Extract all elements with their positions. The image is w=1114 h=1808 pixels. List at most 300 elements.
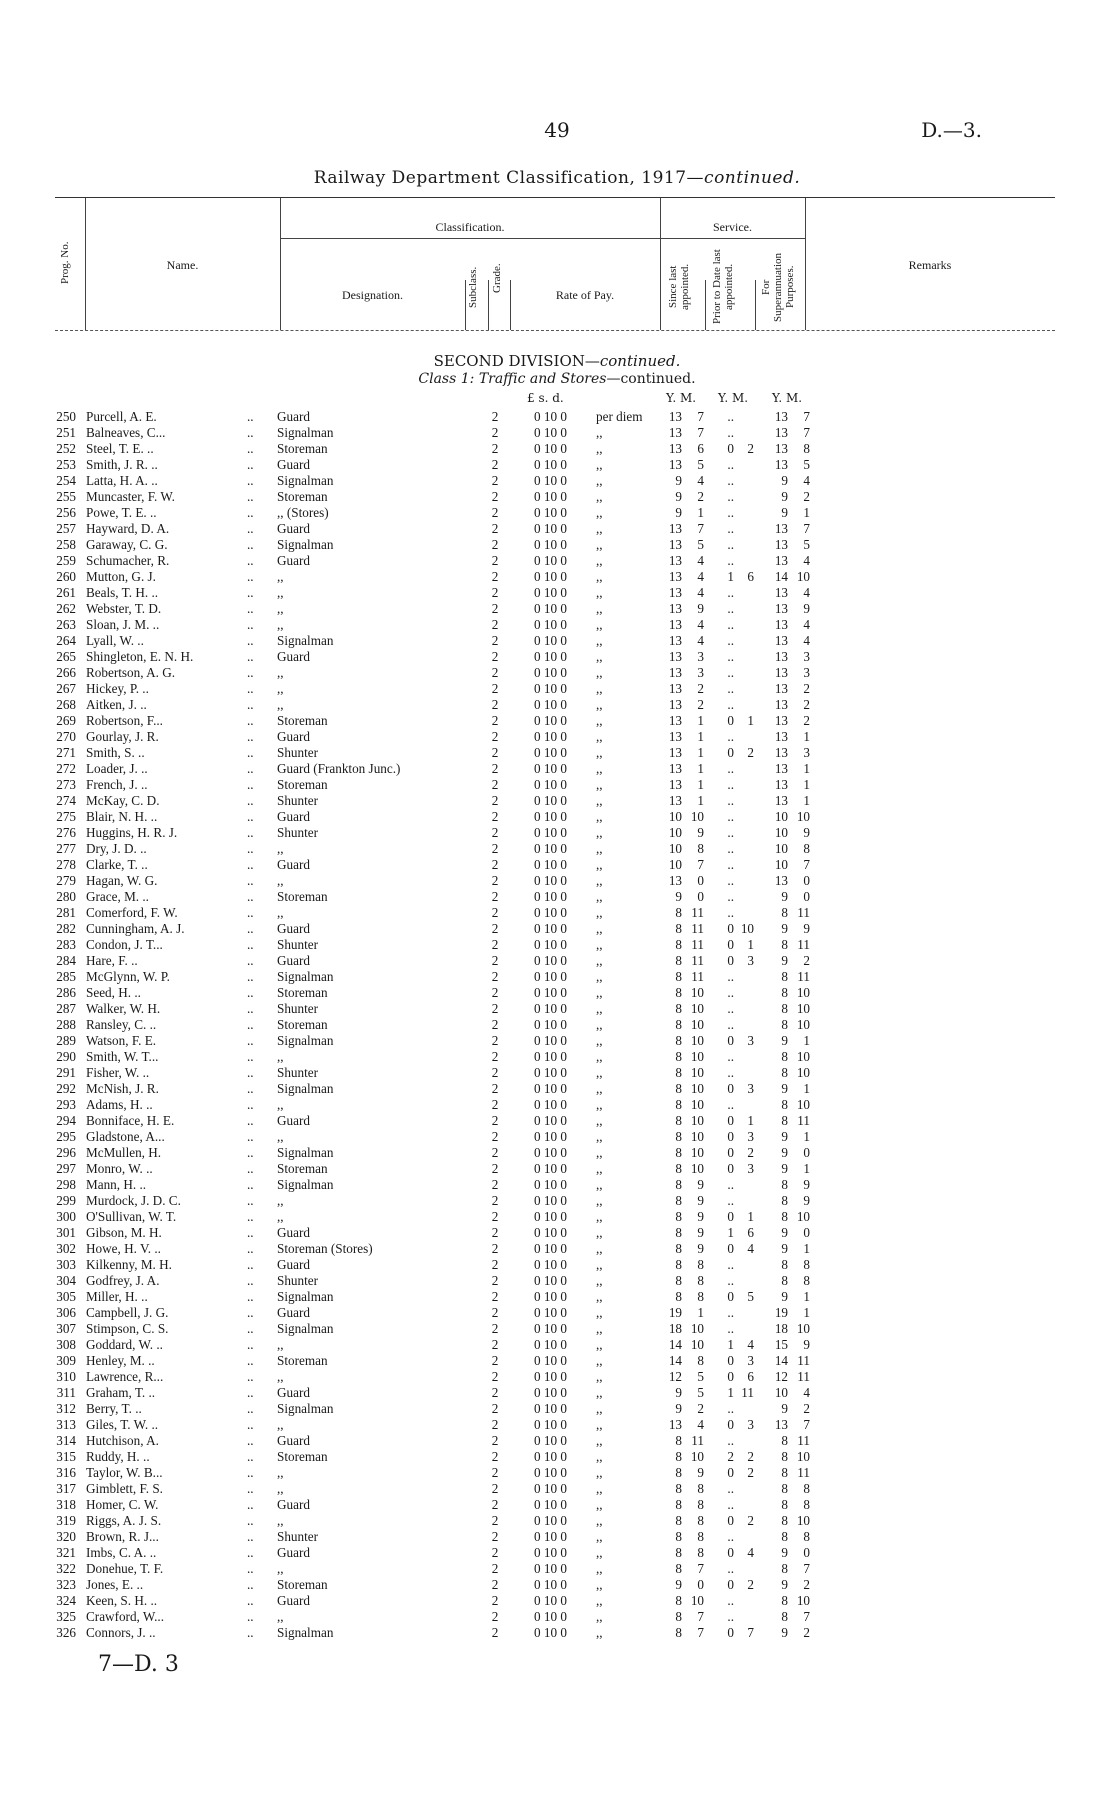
cell-prog-no: 307 bbox=[56, 1321, 76, 1336]
cell-rate: 0 10 0 bbox=[534, 1209, 567, 1224]
cell-per-diem: ,, bbox=[596, 1049, 603, 1064]
cell-per-diem: ,, bbox=[596, 569, 603, 584]
table-row bbox=[0, 441, 1114, 457]
cell-dots: .. bbox=[247, 1033, 254, 1048]
cell-name: Aitken, J. .. bbox=[86, 697, 147, 712]
cell-prog-no: 301 bbox=[56, 1225, 76, 1240]
cell-super-months: 1 bbox=[803, 1241, 810, 1256]
cell-designation: ,, bbox=[277, 1369, 284, 1384]
cell-prog-no: 252 bbox=[56, 441, 76, 456]
cell-super-years: 13 bbox=[774, 537, 788, 552]
cell-designation: ,, bbox=[277, 585, 284, 600]
cell-rate: 0 10 0 bbox=[534, 697, 567, 712]
units-money: £ s. d. bbox=[527, 391, 564, 405]
classification-table-body bbox=[0, 409, 1114, 1641]
cell-grade: 2 bbox=[491, 761, 499, 776]
cell-super-months: 11 bbox=[797, 1433, 810, 1448]
cell-since-months: 10 bbox=[690, 1113, 704, 1128]
cell-rate: 0 10 0 bbox=[534, 425, 567, 440]
cell-prog-no: 288 bbox=[56, 1017, 76, 1032]
cell-since-years: 8 bbox=[675, 1001, 682, 1016]
cell-rate: 0 10 0 bbox=[534, 1577, 567, 1592]
cell-grade: 2 bbox=[491, 1337, 499, 1352]
cell-name: Hutchison, A. bbox=[86, 1433, 159, 1448]
cell-prior-years: 0 bbox=[727, 1353, 734, 1368]
cell-super-years: 13 bbox=[774, 553, 788, 568]
cell-super-years: 13 bbox=[774, 793, 788, 808]
cell-dots: .. bbox=[247, 1161, 254, 1176]
cell-prog-no: 318 bbox=[56, 1497, 76, 1512]
cell-per-diem: ,, bbox=[596, 1209, 603, 1224]
table-row bbox=[0, 1433, 1114, 1449]
cell-super-months: 5 bbox=[803, 457, 810, 472]
cell-prior-years: 0 bbox=[727, 745, 734, 760]
cell-grade: 2 bbox=[491, 1097, 499, 1112]
cell-super-months: 8 bbox=[803, 841, 810, 856]
cell-prior-years: .. bbox=[727, 505, 734, 520]
cell-super-years: 13 bbox=[774, 617, 788, 632]
table-row bbox=[0, 969, 1114, 985]
cell-super-years: 9 bbox=[781, 1225, 788, 1240]
cell-name: Lyall, W. .. bbox=[86, 633, 144, 648]
table-row bbox=[0, 809, 1114, 825]
cell-designation: ,, bbox=[277, 1561, 284, 1576]
cell-prior-years: 0 bbox=[727, 1465, 734, 1480]
cell-per-diem: ,, bbox=[596, 1433, 603, 1448]
table-row bbox=[0, 585, 1114, 601]
cell-per-diem: ,, bbox=[596, 633, 603, 648]
cell-super-months: 4 bbox=[803, 553, 810, 568]
table-row bbox=[0, 953, 1114, 969]
cell-dots: .. bbox=[247, 1289, 254, 1304]
cell-dots: .. bbox=[247, 809, 254, 824]
cell-since-months: 4 bbox=[697, 1417, 704, 1432]
cell-prior-years: .. bbox=[727, 1065, 734, 1080]
cell-prog-no: 258 bbox=[56, 537, 76, 552]
cell-designation: Storeman bbox=[277, 1161, 328, 1176]
cell-rate: 0 10 0 bbox=[534, 1625, 567, 1640]
cell-super-years: 14 bbox=[774, 1353, 788, 1368]
cell-dots: .. bbox=[247, 1129, 254, 1144]
cell-since-months: 10 bbox=[690, 809, 704, 824]
cell-dots: .. bbox=[247, 553, 254, 568]
table-row bbox=[0, 1289, 1114, 1305]
header-since-last-appointed: Since last appointed. bbox=[667, 263, 691, 311]
cell-super-years: 8 bbox=[781, 905, 788, 920]
cell-since-years: 9 bbox=[675, 473, 682, 488]
cell-rate: 0 10 0 bbox=[534, 1129, 567, 1144]
cell-super-years: 9 bbox=[781, 505, 788, 520]
cell-per-diem: ,, bbox=[596, 1145, 603, 1160]
cell-prior-years: .. bbox=[727, 1273, 734, 1288]
cell-name: Goddard, W. .. bbox=[86, 1337, 163, 1352]
cell-rate: 0 10 0 bbox=[534, 1401, 567, 1416]
table-row bbox=[0, 713, 1114, 729]
cell-rate: 0 10 0 bbox=[534, 985, 567, 1000]
cell-designation: Guard bbox=[277, 1305, 310, 1320]
cell-super-months: 0 bbox=[803, 1145, 810, 1160]
table-row bbox=[0, 1545, 1114, 1561]
cell-rate: 0 10 0 bbox=[534, 713, 567, 728]
cell-prog-no: 319 bbox=[56, 1513, 76, 1528]
cell-super-years: 8 bbox=[781, 1097, 788, 1112]
cell-designation: ,, bbox=[277, 1609, 284, 1624]
cell-designation: ,, bbox=[277, 1193, 284, 1208]
cell-dots: .. bbox=[247, 713, 254, 728]
cell-name: Latta, H. A. .. bbox=[86, 473, 158, 488]
cell-since-months: 5 bbox=[697, 1369, 704, 1384]
cell-since-months: 11 bbox=[691, 921, 704, 936]
cell-prior-months: 7 bbox=[747, 1625, 754, 1640]
cell-per-diem: ,, bbox=[596, 1193, 603, 1208]
cell-designation: ,, bbox=[277, 1465, 284, 1480]
cell-super-months: 7 bbox=[803, 521, 810, 536]
cell-since-years: 8 bbox=[675, 1241, 682, 1256]
cell-per-diem: ,, bbox=[596, 457, 603, 472]
cell-prior-years: 0 bbox=[727, 713, 734, 728]
cell-rate: 0 10 0 bbox=[534, 601, 567, 616]
cell-dots: .. bbox=[247, 1273, 254, 1288]
cell-name: McNish, J. R. bbox=[86, 1081, 159, 1096]
cell-prog-no: 268 bbox=[56, 697, 76, 712]
cell-super-months: 8 bbox=[803, 1257, 810, 1272]
table-row bbox=[0, 873, 1114, 889]
cell-grade: 2 bbox=[491, 1561, 499, 1576]
cell-per-diem: per diem bbox=[596, 409, 643, 424]
cell-rate: 0 10 0 bbox=[534, 1273, 567, 1288]
cell-name: Watson, F. E. bbox=[86, 1033, 157, 1048]
cell-super-months: 8 bbox=[803, 1273, 810, 1288]
cell-prog-no: 255 bbox=[56, 489, 76, 504]
cell-prog-no: 298 bbox=[56, 1177, 76, 1192]
cell-rate: 0 10 0 bbox=[534, 1433, 567, 1448]
cell-since-years: 8 bbox=[675, 1289, 682, 1304]
table-row bbox=[0, 1177, 1114, 1193]
header-prog-no: Prog. No. bbox=[59, 241, 71, 285]
cell-designation: Storeman bbox=[277, 441, 328, 456]
cell-grade: 2 bbox=[491, 1465, 499, 1480]
cell-super-months: 8 bbox=[803, 1497, 810, 1512]
cell-dots: .. bbox=[247, 1625, 254, 1640]
cell-prior-months: 3 bbox=[747, 1417, 754, 1432]
cell-super-months: 7 bbox=[803, 409, 810, 424]
cell-dots: .. bbox=[247, 1449, 254, 1464]
cell-since-years: 8 bbox=[675, 1481, 682, 1496]
cell-per-diem: ,, bbox=[596, 665, 603, 680]
cell-super-years: 8 bbox=[781, 1113, 788, 1128]
cell-since-years: 8 bbox=[675, 1625, 682, 1640]
cell-grade: 2 bbox=[491, 1609, 499, 1624]
cell-grade: 2 bbox=[491, 409, 499, 424]
cell-since-years: 8 bbox=[675, 1545, 682, 1560]
cell-name: Murdock, J. D. C. bbox=[86, 1193, 181, 1208]
cell-prog-no: 257 bbox=[56, 521, 76, 536]
section-heading-main: SECOND DIVISION— bbox=[433, 352, 600, 370]
cell-since-months: 7 bbox=[697, 425, 704, 440]
cell-since-years: 8 bbox=[675, 1017, 682, 1032]
cell-grade: 2 bbox=[491, 601, 499, 616]
cell-prog-no: 308 bbox=[56, 1337, 76, 1352]
table-row bbox=[0, 1065, 1114, 1081]
cell-since-years: 13 bbox=[668, 457, 682, 472]
cell-since-years: 10 bbox=[668, 857, 682, 872]
cell-since-years: 8 bbox=[675, 1145, 682, 1160]
cell-designation: Signalman bbox=[277, 1401, 334, 1416]
cell-dots: .. bbox=[247, 1177, 254, 1192]
cell-prog-no: 321 bbox=[56, 1545, 76, 1560]
cell-dots: .. bbox=[247, 1225, 254, 1240]
cell-grade: 2 bbox=[491, 713, 499, 728]
cell-grade: 2 bbox=[491, 1129, 499, 1144]
cell-since-years: 8 bbox=[675, 1449, 682, 1464]
cell-rate: 0 10 0 bbox=[534, 569, 567, 584]
cell-per-diem: ,, bbox=[596, 1529, 603, 1544]
cell-grade: 2 bbox=[491, 1065, 499, 1080]
cell-prior-years: .. bbox=[727, 409, 734, 424]
cell-super-years: 8 bbox=[781, 1065, 788, 1080]
table-row bbox=[0, 1257, 1114, 1273]
cell-rate: 0 10 0 bbox=[534, 937, 567, 952]
cell-super-months: 10 bbox=[796, 1593, 810, 1608]
table-row bbox=[0, 1129, 1114, 1145]
cell-per-diem: ,, bbox=[596, 1593, 603, 1608]
cell-dots: .. bbox=[247, 1545, 254, 1560]
cell-prog-no: 256 bbox=[56, 505, 76, 520]
cell-grade: 2 bbox=[491, 553, 499, 568]
cell-super-years: 13 bbox=[774, 409, 788, 424]
cell-rate: 0 10 0 bbox=[534, 1017, 567, 1032]
table-row bbox=[0, 841, 1114, 857]
cell-grade: 2 bbox=[491, 729, 499, 744]
table-row bbox=[0, 1577, 1114, 1593]
cell-rate: 0 10 0 bbox=[534, 1161, 567, 1176]
cell-prior-years: 0 bbox=[727, 937, 734, 952]
cell-since-years: 8 bbox=[675, 1497, 682, 1512]
table-row bbox=[0, 1481, 1114, 1497]
cell-prior-years: 0 bbox=[727, 1513, 734, 1528]
cell-since-months: 10 bbox=[690, 1161, 704, 1176]
cell-super-years: 8 bbox=[781, 1529, 788, 1544]
table-row bbox=[0, 489, 1114, 505]
cell-grade: 2 bbox=[491, 793, 499, 808]
cell-grade: 2 bbox=[491, 1449, 499, 1464]
cell-prior-months: 2 bbox=[747, 1145, 754, 1160]
cell-grade: 2 bbox=[491, 1161, 499, 1176]
cell-since-months: 3 bbox=[697, 665, 704, 680]
cell-since-years: 13 bbox=[668, 649, 682, 664]
cell-dots: .. bbox=[247, 633, 254, 648]
cell-grade: 2 bbox=[491, 825, 499, 840]
cell-per-diem: ,, bbox=[596, 1017, 603, 1032]
cell-prog-no: 317 bbox=[56, 1481, 76, 1496]
table-row bbox=[0, 1225, 1114, 1241]
cell-since-years: 8 bbox=[675, 969, 682, 984]
cell-prior-years: .. bbox=[727, 1497, 734, 1512]
cell-since-years: 19 bbox=[668, 1305, 682, 1320]
cell-since-months: 4 bbox=[697, 617, 704, 632]
cell-prior-months: 1 bbox=[747, 713, 754, 728]
cell-rate: 0 10 0 bbox=[534, 1257, 567, 1272]
table-row bbox=[0, 889, 1114, 905]
cell-prog-no: 280 bbox=[56, 889, 76, 904]
cell-dots: .. bbox=[247, 649, 254, 664]
cell-super-months: 1 bbox=[803, 1033, 810, 1048]
cell-since-months: 1 bbox=[697, 777, 704, 792]
cell-dots: .. bbox=[247, 1417, 254, 1432]
cell-per-diem: ,, bbox=[596, 1065, 603, 1080]
cell-since-months: 1 bbox=[697, 1305, 704, 1320]
cell-since-months: 10 bbox=[690, 1017, 704, 1032]
table-row bbox=[0, 729, 1114, 745]
units-ym-since: Y. M. bbox=[666, 391, 697, 405]
cell-super-years: 8 bbox=[781, 1049, 788, 1064]
cell-grade: 2 bbox=[491, 425, 499, 440]
cell-grade: 2 bbox=[491, 921, 499, 936]
cell-prog-no: 250 bbox=[56, 409, 76, 424]
cell-per-diem: ,, bbox=[596, 1417, 603, 1432]
cell-name: Godfrey, J. A. bbox=[86, 1273, 160, 1288]
cell-prior-years: 0 bbox=[727, 1241, 734, 1256]
cell-name: Imbs, C. A. .. bbox=[86, 1545, 157, 1560]
cell-prog-no: 314 bbox=[56, 1433, 76, 1448]
cell-designation: Signalman bbox=[277, 1177, 334, 1192]
cell-grade: 2 bbox=[491, 1113, 499, 1128]
table-row bbox=[0, 409, 1114, 425]
cell-designation: ,, bbox=[277, 873, 284, 888]
cell-since-months: 1 bbox=[697, 505, 704, 520]
cell-per-diem: ,, bbox=[596, 1305, 603, 1320]
cell-dots: .. bbox=[247, 745, 254, 760]
cell-dots: .. bbox=[247, 889, 254, 904]
cell-super-months: 10 bbox=[796, 1097, 810, 1112]
cell-since-months: 0 bbox=[697, 889, 704, 904]
cell-prior-years: .. bbox=[727, 873, 734, 888]
cell-since-years: 8 bbox=[675, 1177, 682, 1192]
cell-designation: Storeman (Stores) bbox=[277, 1241, 373, 1256]
cell-rate: 0 10 0 bbox=[534, 793, 567, 808]
table-row bbox=[0, 777, 1114, 793]
cell-per-diem: ,, bbox=[596, 1225, 603, 1240]
cell-since-months: 10 bbox=[690, 1001, 704, 1016]
cell-since-months: 6 bbox=[697, 441, 704, 456]
cell-name: O'Sullivan, W. T. bbox=[86, 1209, 177, 1224]
cell-super-years: 8 bbox=[781, 969, 788, 984]
cell-dots: .. bbox=[247, 969, 254, 984]
cell-grade: 2 bbox=[491, 1241, 499, 1256]
cell-designation: Signalman bbox=[277, 537, 334, 552]
table-row bbox=[0, 1001, 1114, 1017]
cell-dots: .. bbox=[247, 905, 254, 920]
cell-designation: Guard bbox=[277, 409, 310, 424]
cell-prog-no: 305 bbox=[56, 1289, 76, 1304]
cell-prior-years: .. bbox=[727, 1193, 734, 1208]
cell-prior-years: 1 bbox=[727, 569, 734, 584]
cell-super-years: 8 bbox=[781, 1001, 788, 1016]
cell-super-years: 9 bbox=[781, 953, 788, 968]
cell-designation: Guard bbox=[277, 729, 310, 744]
cell-name: Steel, T. E. .. bbox=[86, 441, 154, 456]
table-row bbox=[0, 1449, 1114, 1465]
cell-prior-years: .. bbox=[727, 665, 734, 680]
cell-super-years: 9 bbox=[781, 1545, 788, 1560]
cell-since-years: 8 bbox=[675, 1209, 682, 1224]
cell-designation: ,, bbox=[277, 681, 284, 696]
cell-dots: .. bbox=[247, 1337, 254, 1352]
cell-super-months: 11 bbox=[797, 937, 810, 952]
cell-since-years: 13 bbox=[668, 569, 682, 584]
cell-super-years: 18 bbox=[774, 1321, 788, 1336]
cell-per-diem: ,, bbox=[596, 937, 603, 952]
cell-designation: ,, bbox=[277, 1097, 284, 1112]
cell-dots: .. bbox=[247, 473, 254, 488]
table-row bbox=[0, 665, 1114, 681]
cell-per-diem: ,, bbox=[596, 921, 603, 936]
table-row bbox=[0, 601, 1114, 617]
cell-name: Schumacher, R. bbox=[86, 553, 170, 568]
cell-prior-years: .. bbox=[727, 1257, 734, 1272]
cell-rate: 0 10 0 bbox=[534, 1321, 567, 1336]
cell-since-years: 13 bbox=[668, 633, 682, 648]
cell-prior-years: .. bbox=[727, 617, 734, 632]
cell-name: Donehue, T. F. bbox=[86, 1561, 164, 1576]
cell-name: Hayward, D. A. bbox=[86, 521, 170, 536]
cell-name: Garaway, C. G. bbox=[86, 537, 168, 552]
table-row bbox=[0, 937, 1114, 953]
cell-super-years: 13 bbox=[774, 761, 788, 776]
cell-since-months: 1 bbox=[697, 761, 704, 776]
cell-prior-months: 1 bbox=[747, 937, 754, 952]
cell-since-years: 13 bbox=[668, 409, 682, 424]
cell-super-months: 2 bbox=[803, 713, 810, 728]
class-heading bbox=[0, 371, 1114, 387]
cell-name: Purcell, A. E. bbox=[86, 409, 157, 424]
cell-super-months: 11 bbox=[797, 1465, 810, 1480]
cell-designation: Guard bbox=[277, 1385, 310, 1400]
cell-since-months: 8 bbox=[697, 841, 704, 856]
cell-prior-years: .. bbox=[727, 1609, 734, 1624]
cell-super-years: 13 bbox=[774, 1417, 788, 1432]
cell-super-years: 8 bbox=[781, 1561, 788, 1576]
cell-super-months: 3 bbox=[803, 649, 810, 664]
cell-rate: 0 10 0 bbox=[534, 553, 567, 568]
table-row bbox=[0, 553, 1114, 569]
cell-prog-no: 260 bbox=[56, 569, 76, 584]
cell-per-diem: ,, bbox=[596, 1097, 603, 1112]
header-prior-to-date: Prior to Date last appointed. bbox=[711, 249, 735, 325]
cell-designation: Signalman bbox=[277, 969, 334, 984]
cell-grade: 2 bbox=[491, 873, 499, 888]
cell-dots: .. bbox=[247, 1465, 254, 1480]
table-row bbox=[0, 1017, 1114, 1033]
cell-prog-no: 316 bbox=[56, 1465, 76, 1480]
cell-since-years: 13 bbox=[668, 441, 682, 456]
cell-since-months: 10 bbox=[690, 985, 704, 1000]
table-row bbox=[0, 1049, 1114, 1065]
cell-per-diem: ,, bbox=[596, 697, 603, 712]
cell-rate: 0 10 0 bbox=[534, 1001, 567, 1016]
cell-since-years: 8 bbox=[675, 1113, 682, 1128]
cell-name: Brown, R. J... bbox=[86, 1529, 159, 1544]
cell-grade: 2 bbox=[491, 1625, 499, 1640]
cell-name: Campbell, J. G. bbox=[86, 1305, 169, 1320]
cell-super-months: 1 bbox=[803, 761, 810, 776]
cell-since-months: 8 bbox=[697, 1545, 704, 1560]
cell-per-diem: ,, bbox=[596, 745, 603, 760]
cell-rate: 0 10 0 bbox=[534, 857, 567, 872]
cell-name: Cunningham, A. J. bbox=[86, 921, 185, 936]
cell-name: Gourlay, J. R. bbox=[86, 729, 159, 744]
cell-since-years: 13 bbox=[668, 1417, 682, 1432]
